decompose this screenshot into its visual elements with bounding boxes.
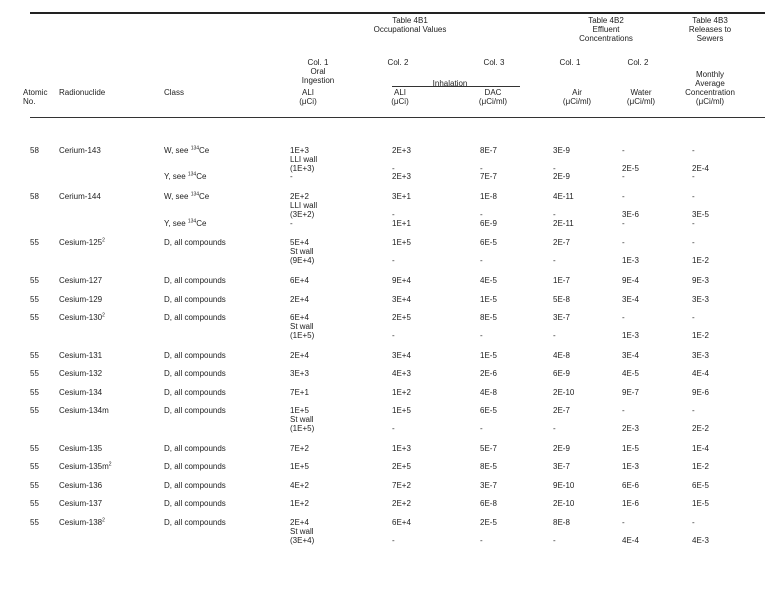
air-concentration-cell: 3E-7	[553, 462, 570, 471]
sewer-concentration-cell: -	[692, 406, 695, 415]
sewer-concentration-cell: -	[692, 219, 695, 228]
air-concentration-cell: 2E-9	[553, 444, 570, 453]
water-concentration-cell: -	[622, 518, 625, 527]
sewer-concentration-cell: 1E-5	[692, 499, 709, 508]
air-concentration-cell: 9E-10	[553, 481, 575, 490]
oral-ingestion-ali-cell: St wall	[290, 322, 314, 331]
header-col1-oral-ingestion: Col. 1 Oral Ingestion	[301, 58, 335, 85]
air-concentration-cell: -	[553, 164, 556, 173]
air-concentration-cell: -	[553, 331, 556, 340]
oral-ingestion-ali-cell: 7E+2	[290, 444, 309, 453]
radionuclide-cell: Cesium-134	[59, 388, 103, 397]
sewer-concentration-cell: 4E-4	[692, 369, 709, 378]
atomic-number-cell: 55	[30, 499, 39, 508]
header-table-4b1: Table 4B1 Occupational Values	[373, 16, 447, 34]
oral-ingestion-ali-cell: 6E+4	[290, 313, 309, 322]
dac-cell: 4E-5	[480, 276, 497, 285]
oral-ingestion-ali-cell: -	[290, 172, 293, 181]
water-concentration-cell: 1E-3	[622, 331, 639, 340]
sewer-concentration-cell: -	[692, 518, 695, 527]
dac-cell: -	[480, 331, 483, 340]
water-concentration-cell: -	[622, 219, 625, 228]
header-radionuclide: Radionuclide	[59, 88, 106, 97]
sewer-concentration-cell: -	[692, 313, 695, 322]
oral-ingestion-ali-cell: 2E+2	[290, 192, 309, 201]
dac-cell: -	[480, 164, 483, 173]
air-concentration-cell: 2E-9	[553, 172, 570, 181]
radionuclide-cell: Cerium-143	[59, 146, 101, 155]
oral-ingestion-ali-cell: (1E+5)	[290, 424, 315, 433]
inhalation-ali-cell: -	[392, 256, 395, 265]
air-concentration-cell: 3E-7	[553, 313, 570, 322]
radionuclide-cell: Cesium-137	[59, 499, 103, 508]
oral-ingestion-ali-cell: (1E+3)	[290, 164, 315, 173]
oral-ingestion-ali-cell: 6E+4	[290, 276, 309, 285]
class-cell: W, see $^{134}$Ce	[164, 145, 210, 155]
class-cell: D, all compounds	[164, 481, 226, 490]
atomic-number-cell: 55	[30, 238, 39, 247]
sewer-concentration-cell: 1E-2	[692, 331, 709, 340]
sewer-concentration-cell: 4E-3	[692, 536, 709, 545]
inhalation-ali-cell: 3E+4	[392, 295, 411, 304]
dac-cell: 4E-8	[480, 388, 497, 397]
radionuclide-cell: Cesium-$130^2$	[59, 312, 105, 322]
sewer-concentration-cell: 2E-2	[692, 424, 709, 433]
oral-ingestion-ali-cell: St wall	[290, 527, 314, 536]
inhalation-ali-cell: 2E+5	[392, 313, 411, 322]
air-concentration-cell: -	[553, 424, 556, 433]
class-cell: D, all compounds	[164, 351, 226, 360]
water-concentration-cell: 9E-4	[622, 276, 639, 285]
radionuclide-cell: Cesium-134m	[59, 406, 109, 415]
dac-cell: 1E-5	[480, 351, 497, 360]
water-concentration-cell: 9E-7	[622, 388, 639, 397]
dac-cell: 7E-7	[480, 172, 497, 181]
atomic-number-cell: 55	[30, 462, 39, 471]
atomic-number-cell: 55	[30, 444, 39, 453]
atomic-number-cell: 55	[30, 518, 39, 527]
dac-cell: 8E-5	[480, 462, 497, 471]
inhalation-ali-cell: -	[392, 331, 395, 340]
sewer-concentration-cell: 2E-4	[692, 164, 709, 173]
oral-ingestion-ali-cell: St wall	[290, 247, 314, 256]
atomic-number-cell: 55	[30, 406, 39, 415]
inhalation-ali-cell: 3E+1	[392, 192, 411, 201]
atomic-number-cell: 55	[30, 481, 39, 490]
air-concentration-cell: -	[553, 210, 556, 219]
dac-cell: 2E-6	[480, 369, 497, 378]
radionuclide-cell: Cesium-136	[59, 481, 103, 490]
class-cell: D, all compounds	[164, 295, 226, 304]
inhalation-ali-cell: 1E+5	[392, 406, 411, 415]
class-cell: Y, see $^{134}$Ce	[164, 218, 207, 228]
header-bottom-rule	[30, 117, 765, 118]
air-concentration-cell: 2E-11	[553, 219, 574, 228]
air-concentration-cell: 1E-7	[553, 276, 570, 285]
radionuclide-cell: Cesium-129	[59, 295, 103, 304]
radionuclide-cell: Cerium-144	[59, 192, 101, 201]
sewer-concentration-cell: 1E-2	[692, 256, 709, 265]
sewer-concentration-cell: 1E-2	[692, 462, 709, 471]
water-concentration-cell: -	[622, 146, 625, 155]
atomic-number-cell: 55	[30, 369, 39, 378]
dac-cell: 8E-7	[480, 146, 497, 155]
air-concentration-cell: 2E-10	[553, 499, 575, 508]
header-inhalation: Inhalation	[432, 79, 468, 88]
oral-ingestion-ali-cell: LLI wall	[290, 155, 318, 164]
oral-ingestion-ali-cell: LLI wall	[290, 201, 318, 210]
dac-cell: 6E-5	[480, 238, 497, 247]
class-cell: D, all compounds	[164, 388, 226, 397]
inhalation-ali-cell: 2E+2	[392, 499, 411, 508]
atomic-number-cell: 55	[30, 388, 39, 397]
water-concentration-cell: -	[622, 313, 625, 322]
radionuclide-cell: Cesium-131	[59, 351, 103, 360]
oral-ingestion-ali-cell: 7E+1	[290, 388, 309, 397]
class-cell: D, all compounds	[164, 276, 226, 285]
class-cell: D, all compounds	[164, 518, 226, 527]
inhalation-ali-cell: 2E+3	[392, 146, 411, 155]
oral-ingestion-ali-cell: 2E+4	[290, 351, 309, 360]
sewer-concentration-cell: 3E-5	[692, 210, 709, 219]
inhalation-ali-cell: 1E+3	[392, 444, 411, 453]
sewer-concentration-cell: 3E-3	[692, 295, 709, 304]
air-concentration-cell: 2E-7	[553, 406, 570, 415]
dac-cell: 6E-8	[480, 499, 497, 508]
radionuclide-cell: Cesium-127	[59, 276, 103, 285]
dac-cell: -	[480, 210, 483, 219]
inhalation-ali-cell: 1E+1	[392, 219, 411, 228]
water-concentration-cell: 4E-4	[622, 536, 639, 545]
inhalation-ali-cell: -	[392, 536, 395, 545]
atomic-number-cell: 58	[30, 146, 39, 155]
water-concentration-cell: 1E-6	[622, 499, 639, 508]
dac-cell: -	[480, 256, 483, 265]
class-cell: D, all compounds	[164, 369, 226, 378]
radionuclide-cell: Cesium-$135m^2$	[59, 461, 112, 471]
class-cell: D, all compounds	[164, 499, 226, 508]
inhalation-ali-cell: -	[392, 424, 395, 433]
dac-cell: 6E-9	[480, 219, 497, 228]
water-concentration-cell: 2E-3	[622, 424, 639, 433]
class-cell: D, all compounds	[164, 444, 226, 453]
oral-ingestion-ali-cell: 2E+4	[290, 518, 309, 527]
oral-ingestion-ali-cell: 5E+4	[290, 238, 309, 247]
atomic-number-cell: 55	[30, 351, 39, 360]
water-concentration-cell: -	[622, 238, 625, 247]
dac-cell: 6E-5	[480, 406, 497, 415]
dac-cell: 3E-7	[480, 481, 497, 490]
header-table-4b2: Table 4B2 Effluent Concentrations	[579, 16, 633, 43]
radionuclide-cell: Cesium-132	[59, 369, 103, 378]
water-concentration-cell: 1E-3	[622, 256, 639, 265]
dac-cell: 5E-7	[480, 444, 497, 453]
inhalation-ali-cell: 7E+2	[392, 481, 411, 490]
sewer-concentration-cell: -	[692, 172, 695, 181]
dac-cell: 2E-5	[480, 518, 497, 527]
water-concentration-cell: 3E-4	[622, 351, 639, 360]
oral-ingestion-ali-cell: (9E+4)	[290, 256, 315, 265]
air-concentration-cell: 6E-9	[553, 369, 570, 378]
atomic-number-cell: 58	[30, 192, 39, 201]
sewer-concentration-cell: -	[692, 192, 695, 201]
header-table-4b3: Table 4B3 Releases to Sewers	[688, 16, 732, 43]
sewer-concentration-cell: -	[692, 146, 695, 155]
inhalation-ali-cell: 9E+4	[392, 276, 411, 285]
water-concentration-cell: 1E-5	[622, 444, 639, 453]
table-top-rule	[30, 12, 765, 14]
inhalation-ali-cell: 1E+5	[392, 238, 411, 247]
air-concentration-cell: -	[553, 256, 556, 265]
dac-cell: 1E-8	[480, 192, 497, 201]
sewer-concentration-cell: 6E-5	[692, 481, 709, 490]
dac-cell: 8E-5	[480, 313, 497, 322]
water-concentration-cell: -	[622, 406, 625, 415]
water-concentration-cell: 1E-3	[622, 462, 639, 471]
class-cell: D, all compounds	[164, 462, 226, 471]
air-concentration-cell: -	[553, 536, 556, 545]
oral-ingestion-ali-cell: St wall	[290, 415, 314, 424]
header-water: Water (μCi/ml)	[626, 88, 656, 106]
sewer-concentration-cell: -	[692, 238, 695, 247]
oral-ingestion-ali-cell: 1E+3	[290, 146, 309, 155]
inhalation-ali-cell: 2E+5	[392, 462, 411, 471]
dac-cell: 1E-5	[480, 295, 497, 304]
water-concentration-cell: -	[622, 192, 625, 201]
oral-ingestion-ali-cell: 3E+3	[290, 369, 309, 378]
radionuclide-cell: Cesium-$138^2$	[59, 517, 105, 527]
oral-ingestion-ali-cell: 1E+5	[290, 406, 309, 415]
oral-ingestion-ali-cell: 4E+2	[290, 481, 309, 490]
class-cell: D, all compounds	[164, 313, 226, 322]
air-concentration-cell: 4E-8	[553, 351, 570, 360]
sewer-concentration-cell: 9E-6	[692, 388, 709, 397]
atomic-number-cell: 55	[30, 276, 39, 285]
inhalation-ali-cell: 3E+4	[392, 351, 411, 360]
water-concentration-cell: -	[622, 172, 625, 181]
dac-cell: -	[480, 536, 483, 545]
dac-cell: -	[480, 424, 483, 433]
header-ali-inhalation: ALI (μCi)	[391, 88, 409, 106]
header-atomic-no: Atomic No.	[23, 88, 48, 106]
oral-ingestion-ali-cell: 1E+2	[290, 499, 309, 508]
header-ali-oral: ALI (μCi)	[299, 88, 317, 106]
inhalation-ali-cell: 2E+3	[392, 172, 411, 181]
header-col2: Col. 2	[387, 58, 409, 67]
header-col3: Col. 3	[483, 58, 505, 67]
air-concentration-cell: 2E-7	[553, 238, 570, 247]
sewer-concentration-cell: 9E-3	[692, 276, 709, 285]
radionuclide-cell: Cesium-135	[59, 444, 103, 453]
oral-ingestion-ali-cell: 2E+4	[290, 295, 309, 304]
header-effluent-col1: Col. 1	[559, 58, 581, 67]
inhalation-ali-cell: 6E+4	[392, 518, 411, 527]
class-cell: W, see $^{134}$Ce	[164, 191, 210, 201]
air-concentration-cell: 3E-9	[553, 146, 570, 155]
air-concentration-cell: 5E-8	[553, 295, 570, 304]
air-concentration-cell: 4E-11	[553, 192, 574, 201]
sewer-concentration-cell: 1E-4	[692, 444, 709, 453]
atomic-number-cell: 55	[30, 313, 39, 322]
oral-ingestion-ali-cell: -	[290, 219, 293, 228]
header-class: Class	[164, 88, 185, 97]
inhalation-ali-cell: 4E+3	[392, 369, 411, 378]
water-concentration-cell: 3E-4	[622, 295, 639, 304]
header-effluent-col2: Col. 2	[627, 58, 649, 67]
oral-ingestion-ali-cell: (3E+4)	[290, 536, 315, 545]
class-cell: D, all compounds	[164, 406, 226, 415]
air-concentration-cell: 2E-10	[553, 388, 575, 397]
oral-ingestion-ali-cell: (1E+5)	[290, 331, 315, 340]
atomic-number-cell: 55	[30, 295, 39, 304]
water-concentration-cell: 3E-6	[622, 210, 639, 219]
inhalation-ali-cell: 1E+2	[392, 388, 411, 397]
header-air: Air (μCi/ml)	[562, 88, 592, 106]
water-concentration-cell: 6E-6	[622, 481, 639, 490]
inhalation-ali-cell: -	[392, 210, 395, 219]
oral-ingestion-ali-cell: (3E+2)	[290, 210, 315, 219]
class-cell: D, all compounds	[164, 238, 226, 247]
oral-ingestion-ali-cell: 1E+5	[290, 462, 309, 471]
class-cell: Y, see $^{134}$Ce	[164, 171, 207, 181]
water-concentration-cell: 2E-5	[622, 164, 639, 173]
inhalation-ali-cell: -	[392, 164, 395, 173]
air-concentration-cell: 8E-8	[553, 518, 570, 527]
radionuclide-cell: Cesium-$125^2$	[59, 237, 105, 247]
header-sewer-concentration: Monthly Average Concentration (μCi/ml)	[685, 70, 735, 106]
header-dac: DAC (μCi/ml)	[478, 88, 508, 106]
water-concentration-cell: 4E-5	[622, 369, 639, 378]
sewer-concentration-cell: 3E-3	[692, 351, 709, 360]
